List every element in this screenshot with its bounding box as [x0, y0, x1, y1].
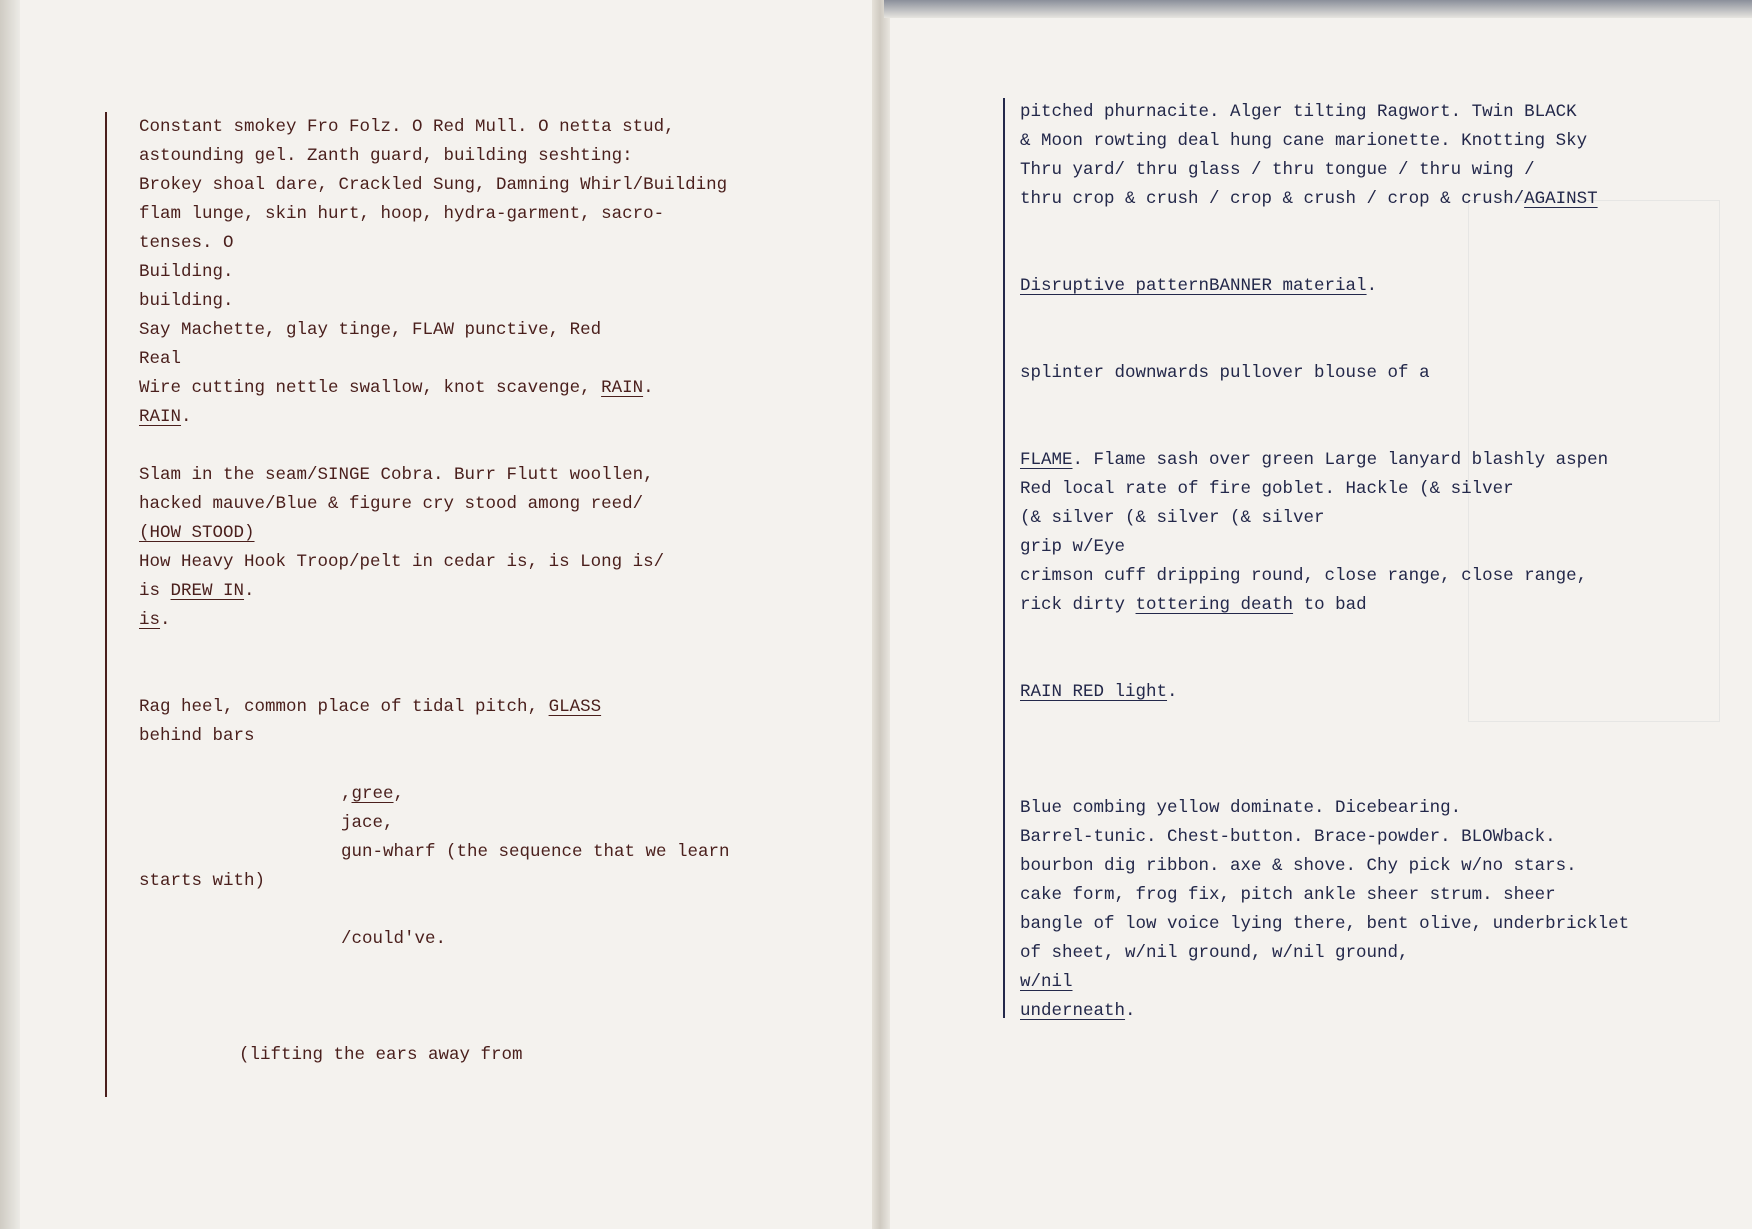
poem-line: [139, 374, 730, 403]
poem-line: [139, 838, 730, 867]
poem-line: [1020, 272, 1629, 301]
line-text: & Moon rowting deal hung cane marionette. Knotting Sky: [1020, 131, 1588, 151]
line-text: .: [1125, 1001, 1136, 1021]
poem-line: [139, 577, 730, 606]
stanza-gap: [1020, 243, 1629, 272]
line-text: ,: [341, 784, 352, 804]
line-text: .: [244, 581, 255, 601]
poem-line: [139, 867, 730, 896]
line-text: How Heavy Hook Troop/pelt in cedar is, is Long is/: [139, 552, 665, 572]
underlined-word: (HOW STOOD): [139, 523, 255, 543]
line-text: .: [643, 378, 654, 398]
line-text: is: [139, 581, 171, 601]
line-text: Constant smokey Fro Folz. O Red Mull. O netta stud,: [139, 117, 675, 137]
line-text: .: [1167, 682, 1178, 702]
stanza-gap: [1020, 765, 1629, 794]
stanza-gap: [139, 751, 730, 780]
stanza-gap: [1020, 388, 1629, 417]
poem-line: [1020, 185, 1629, 214]
stanza-gap: [1020, 214, 1629, 243]
line-text: bourbon dig ribbon. axe & shove. Chy pick w/no stars.: [1020, 856, 1577, 876]
poem-line: [139, 548, 730, 577]
underlined-word: GLASS: [548, 697, 602, 717]
line-text: behind bars: [139, 726, 255, 746]
poem-line: [1020, 533, 1629, 562]
line-text: Barrel-tunic. Chest-button. Brace-powder. BLOWback.: [1020, 827, 1556, 847]
line-text: .: [160, 610, 171, 630]
poem-line: [139, 403, 730, 432]
poem-line: [1020, 591, 1629, 620]
poem-line: [139, 722, 730, 751]
poem-line: [1020, 98, 1629, 127]
poem-line: [1020, 823, 1629, 852]
line-text: starts with): [139, 871, 266, 891]
poem-line: [139, 809, 730, 838]
line-text: Slam in the seam/SINGE Cobra. Burr Flutt woollen,: [139, 465, 654, 485]
poem-line: [1020, 446, 1629, 475]
line-text: Red local rate of fire goblet. Hackle (& silver: [1020, 479, 1514, 499]
line-text: (lifting the ears away from: [239, 1045, 523, 1065]
book-left-edge: [0, 0, 20, 1229]
line-text: .: [181, 407, 192, 427]
line-text: Thru yard/ thru glass / thru tongue / thru wing /: [1020, 160, 1535, 180]
line-text: Real: [139, 349, 182, 369]
poem-line: [139, 1041, 730, 1070]
poem-line: [139, 693, 730, 722]
stanza-gap: [139, 432, 730, 461]
underlined-word: underneath: [1020, 1001, 1126, 1021]
poem-line: [139, 519, 730, 548]
underlined-word: FLAME: [1020, 450, 1073, 470]
poem-line: [139, 229, 730, 258]
underlined-word: DREW IN: [170, 581, 245, 601]
poem-line: [139, 606, 730, 635]
line-text: Rag heel, common place of tidal pitch,: [139, 697, 549, 717]
line-text: gun-wharf (the sequence that we learn: [341, 842, 730, 862]
underlined-word: Disruptive patternBANNER material: [1020, 276, 1367, 296]
poem-line: [139, 925, 730, 954]
poem-line: [139, 113, 730, 142]
poem-line: [1020, 939, 1629, 968]
line-text: tenses. O: [139, 233, 234, 253]
right-page-poem: [1020, 98, 1629, 1026]
stanza-gap: [1020, 417, 1629, 446]
right-page-top-edge: [884, 0, 1752, 18]
line-text: astounding gel. Zanth guard, building seshting:: [139, 146, 633, 166]
line-text: Wire cutting nettle swallow, knot scavenge,: [139, 378, 602, 398]
poem-line: [1020, 475, 1629, 504]
line-text: Building.: [139, 262, 234, 282]
stanza-gap: [139, 1012, 730, 1041]
line-text: Say Machette, glay tinge, FLAW punctive, Red: [139, 320, 602, 340]
stanza-gap: [139, 954, 730, 983]
left-page-poem: [139, 113, 730, 1070]
poem-line: [1020, 359, 1629, 388]
underlined-word: RAIN: [601, 378, 644, 398]
stanza-gap: [1020, 301, 1629, 330]
underlined-word: is: [139, 610, 161, 630]
underlined-word: AGAINST: [1524, 189, 1598, 209]
poem-line: [139, 142, 730, 171]
underlined-word: tottering death: [1135, 595, 1294, 615]
stanza-gap: [139, 983, 730, 1012]
line-text: . Flame sash over green Large lanyard blashly aspen: [1072, 450, 1609, 470]
poem-line: [139, 258, 730, 287]
stanza-gap: [1020, 649, 1629, 678]
poem-line: [139, 461, 730, 490]
line-text: of sheet, w/nil ground, w/nil ground,: [1020, 943, 1409, 963]
poem-line: [1020, 881, 1629, 910]
line-text: grip w/Eye: [1020, 537, 1126, 557]
line-text: flam lunge, skin hurt, hoop, hydra-garment, sacro-: [139, 204, 665, 224]
line-text: jace,: [341, 813, 394, 833]
line-text: cake form, frog fix, pitch ankle sheer strum. sheer: [1020, 885, 1556, 905]
line-text: Brokey shoal dare, Crackled Sung, Damning Whirl/Building: [139, 175, 728, 195]
poem-line: [1020, 504, 1629, 533]
poem-line: [1020, 968, 1629, 997]
stanza-gap: [139, 664, 730, 693]
poem-line: [1020, 794, 1629, 823]
book-gutter: [872, 0, 890, 1229]
underlined-word: RAIN: [139, 407, 182, 427]
line-text: pitched phurnacite. Alger tilting Ragwort. Twin BLACK: [1020, 102, 1577, 122]
stanza-gap: [139, 896, 730, 925]
stanza-gap: [139, 635, 730, 664]
poem-line: [139, 200, 730, 229]
underlined-word: gree: [351, 784, 394, 804]
stanza-gap: [1020, 707, 1629, 736]
line-text: splinter downwards pullover blouse of a: [1020, 363, 1430, 383]
line-text: building.: [139, 291, 234, 311]
poem-line: [1020, 156, 1629, 185]
underlined-word: w/nil: [1020, 972, 1073, 992]
poem-line: [139, 316, 730, 345]
line-text: .: [1366, 276, 1378, 296]
stanza-gap: [1020, 330, 1629, 359]
line-text: crimson cuff dripping round, close range, close range,: [1020, 566, 1588, 586]
poem-line: [1020, 910, 1629, 939]
line-text: hacked mauve/Blue & figure cry stood among reed/: [139, 494, 644, 514]
underlined-word: RAIN RED light: [1020, 682, 1168, 702]
poem-line: [1020, 852, 1629, 881]
poem-line: [1020, 562, 1629, 591]
line-text: Blue combing yellow dominate. Dicebearing.: [1020, 798, 1462, 818]
poem-line: [139, 780, 730, 809]
line-text: (& silver (& silver (& silver: [1020, 508, 1325, 528]
stanza-gap: [1020, 620, 1629, 649]
poem-line: [1020, 997, 1629, 1026]
poem-line: [1020, 678, 1629, 707]
stanza-gap: [1020, 736, 1629, 765]
line-text: bangle of low voice lying there, bent olive, underbricklet: [1020, 914, 1630, 934]
poem-line: [139, 490, 730, 519]
line-text: to bad: [1293, 595, 1367, 615]
line-text: ,: [393, 784, 405, 804]
left-margin-rule: [105, 112, 107, 1097]
right-margin-rule: [1003, 98, 1005, 1018]
line-text: /could've.: [341, 929, 447, 949]
line-text: thru crop & crush / crop & crush / crop & crush/: [1020, 189, 1525, 209]
poem-line: [139, 345, 730, 374]
poem-line: [139, 287, 730, 316]
poem-line: [139, 171, 730, 200]
line-text: rick dirty: [1020, 595, 1136, 615]
poem-line: [1020, 127, 1629, 156]
